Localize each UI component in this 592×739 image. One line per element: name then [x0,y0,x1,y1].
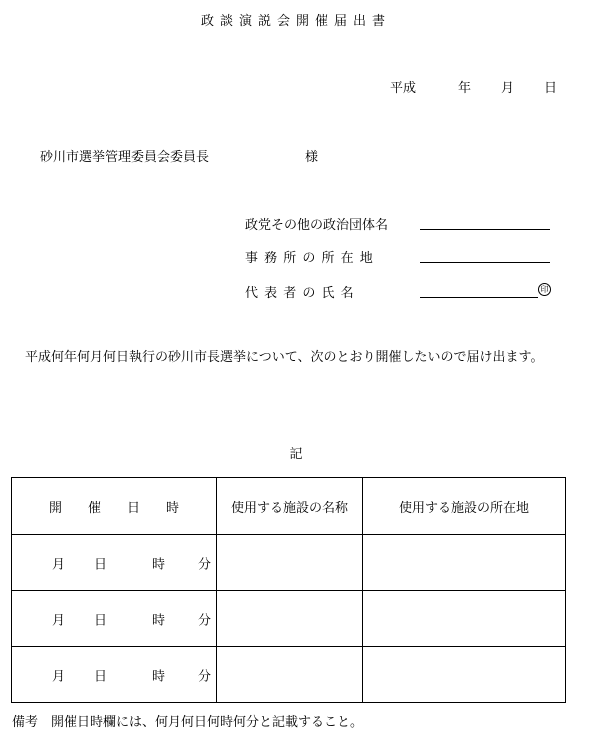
facility-name-cell[interactable] [217,535,363,591]
datetime-cell[interactable] [12,647,217,703]
facility-address-cell[interactable] [363,591,566,647]
date-year: 年 [458,81,472,96]
hour-unit: 時 [152,613,166,628]
hour-unit: 時 [152,669,166,684]
date-day: 日 [544,81,558,96]
remarks-note: 備考 開催日時欄には、何月何日何時何分と記載すること。 [12,715,364,730]
honorific: 様 [305,150,319,165]
ki-heading: 記 [289,447,303,462]
body-text: 平成何年何月何日執行の砂川市長選挙について、次のとおり開催したいので届け出ます。 [25,350,544,365]
date-line [390,77,557,96]
day-unit: 日 [94,613,108,628]
month-unit: 月 [52,613,66,628]
field-representative-line[interactable] [420,297,538,298]
datetime-cell[interactable] [12,591,217,647]
schedule-table [11,477,566,703]
month-unit: 月 [52,557,66,572]
addressee: 砂川市選挙管理委員会委員長 [40,150,210,165]
datetime-cell[interactable] [12,535,217,591]
table-row [12,647,566,703]
field-office-address-label: 事 務 所 の 所 在 地 [245,251,374,266]
field-org-name-label: 政党その他の政治団体名 [245,218,389,233]
day-unit: 日 [94,557,108,572]
document-title: 政談演説会開催届出書 [200,14,391,29]
date-era: 平成 [390,81,417,96]
seal-icon: 印 [538,283,551,296]
month-unit: 月 [52,669,66,684]
day-unit: 日 [94,669,108,684]
table-row [12,535,566,591]
table-row [12,591,566,647]
minute-unit: 分 [198,669,212,684]
table-header-row [12,478,566,535]
facility-address-cell[interactable] [363,535,566,591]
header-datetime: 開 催 日 時 [12,478,217,535]
minute-unit: 分 [198,557,212,572]
hour-unit: 時 [152,557,166,572]
header-facility-address: 使用する施設の所在地 [363,478,566,535]
facility-name-cell[interactable] [217,591,363,647]
field-representative-label: 代 表 者 の 氏 名 [245,286,355,301]
field-office-address-line[interactable] [420,262,550,263]
field-org-name-line[interactable] [420,229,550,230]
facility-name-cell[interactable] [217,647,363,703]
minute-unit: 分 [198,613,212,628]
date-month: 月 [501,81,515,96]
header-facility-name: 使用する施設の名称 [217,478,363,535]
facility-address-cell[interactable] [363,647,566,703]
